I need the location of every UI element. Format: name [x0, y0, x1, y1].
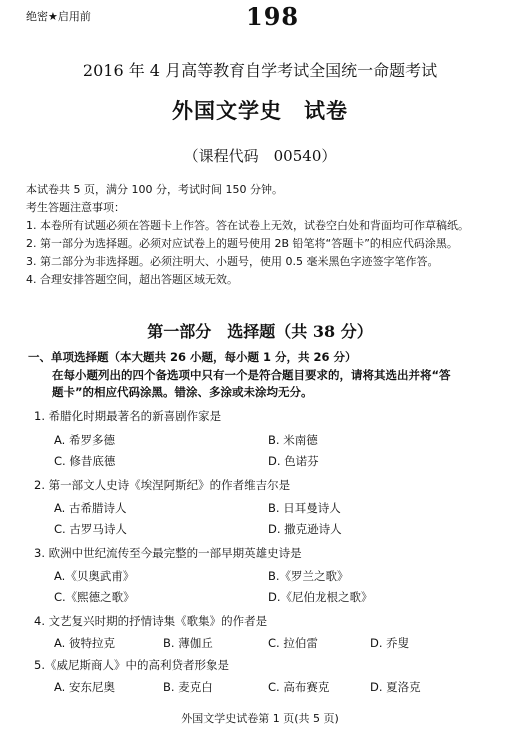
question-text: 3. 欧洲中世纪流传至今最完整的一部早期英雄史诗是	[34, 546, 302, 560]
info-line: 本试卷共 5 页，满分 100 分，考试时间 150 分钟。	[26, 183, 283, 196]
question-option: D.《尼伯龙根之歌》	[268, 590, 373, 604]
question-text: 4. 文艺复兴时期的抒情诗集《歌集》的作者是	[34, 614, 268, 628]
note-item: 4. 合理安排答题空间，超出答题区域无效。	[26, 273, 238, 286]
question-option: A. 安东尼奥	[54, 680, 115, 694]
question-text: 2. 第一部文人史诗《埃涅阿斯纪》的作者维吉尔是	[34, 478, 291, 492]
subject-title: 外国文学史 试卷	[172, 98, 348, 123]
section-instructions: 在每小题列出的四个备选项中只有一个是符合题目要求的，请将其选出并将“答	[52, 368, 451, 382]
question-option: B. 米南德	[268, 433, 318, 447]
notes-title: 考生答题注意事项：	[26, 201, 125, 214]
question-option: A. 彼特拉克	[54, 636, 115, 650]
exam-title: 2016 年 4 月高等教育自学考试全国统一命题考试	[82, 61, 438, 80]
question-text: 1. 希腊化时期最著名的新喜剧作家是	[34, 409, 222, 423]
question-option: A. 古希腊诗人	[54, 501, 127, 515]
question-option: C.《熙德之歌》	[54, 590, 135, 604]
question-option: D. 色诺芬	[268, 454, 319, 468]
page-footer: 外国文学史试卷第 1 页(共 5 页)	[181, 712, 339, 725]
question-option: A. 希罗多德	[54, 433, 115, 447]
question-option: C. 高布赛克	[268, 680, 330, 694]
question-option: B. 薄伽丘	[163, 636, 213, 650]
exam-code: 198	[246, 2, 300, 31]
part-title: 第一部分 选择题（共 38 分）	[147, 322, 373, 341]
section-instructions: 题卡”的相应代码涂黑。错涂、多涂或未涂均无分。	[52, 385, 313, 399]
question-option: D. 乔叟	[370, 636, 410, 650]
note-item: 3. 第二部分为非选择题。必须注明大、小题号，使用 0.5 毫米黑色字迹签字笔作答。	[26, 255, 439, 268]
question-option: A.《贝奥武甫》	[54, 569, 135, 583]
note-item: 2. 第一部分为选择题。必须对应试卷上的题号使用 2B 铅笔将“答题卡”的相应代码涂黑。	[26, 237, 458, 250]
question-option: C. 古罗马诗人	[54, 522, 127, 536]
question-text: 5.《威尼斯商人》中的高利贷者形象是	[34, 658, 229, 672]
question-option: B. 日耳曼诗人	[268, 501, 341, 515]
question-option: B. 麦克白	[163, 680, 213, 694]
secret-label: 绝密★启用前	[26, 10, 91, 23]
question-option: B.《罗兰之歌》	[268, 569, 349, 583]
question-option: D. 撒克逊诗人	[268, 522, 342, 536]
section-title: 一、单项选择题（本大题共 26 小题，每小题 1 分，共 26 分）	[28, 350, 357, 364]
question-option: C. 拉伯雷	[268, 636, 318, 650]
course-code: （课程代码 00540）	[183, 147, 337, 165]
question-option: C. 修昔底德	[54, 454, 116, 468]
question-option: D. 夏洛克	[370, 680, 421, 694]
note-item: 1. 本卷所有试题必须在答题卡上作答。答在试卷上无效，试卷空白处和背面均可作草稿纸。	[26, 219, 469, 232]
